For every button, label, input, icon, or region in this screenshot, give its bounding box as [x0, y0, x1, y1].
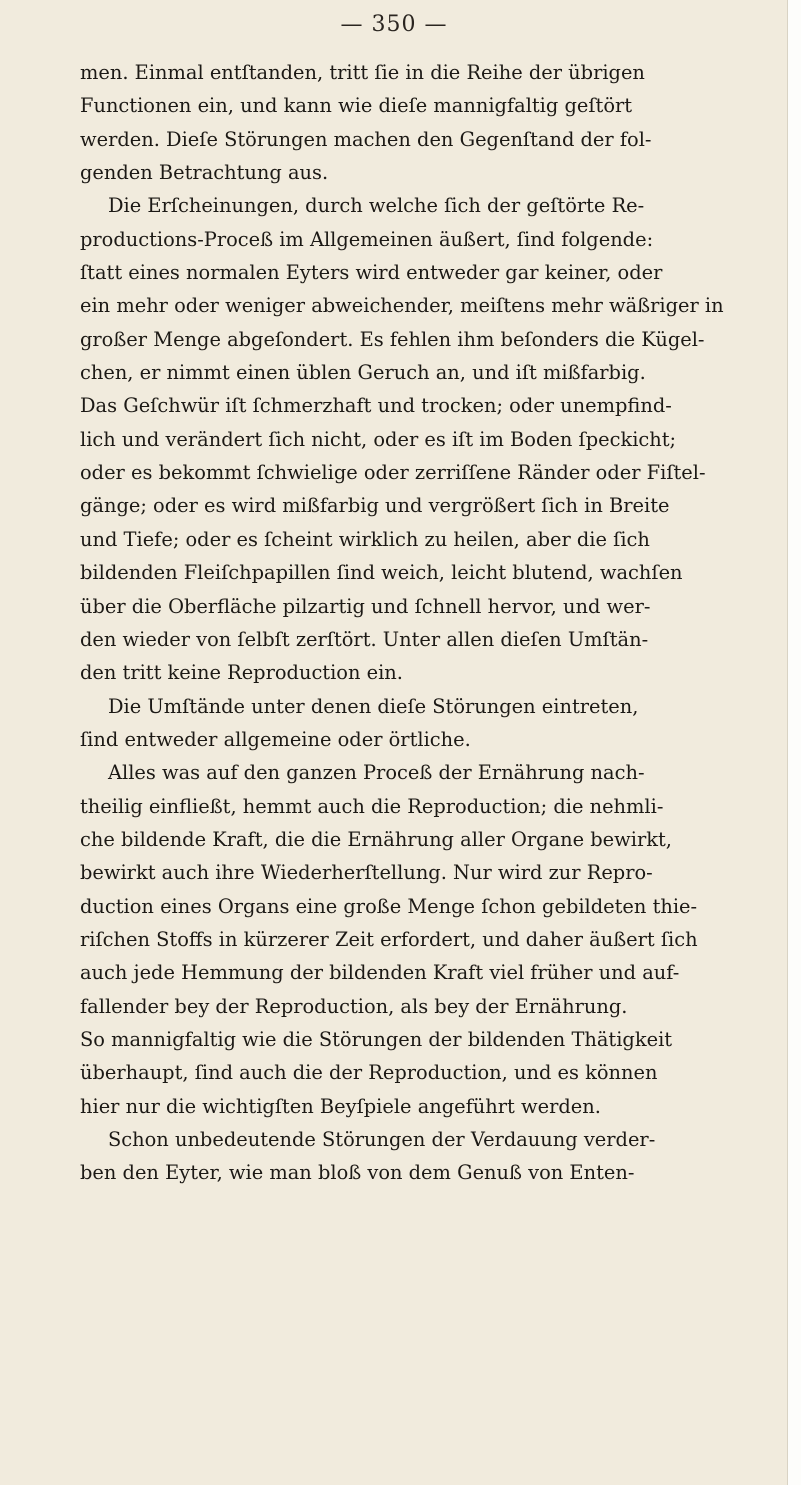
text-line: auch jede Hemmung der bildenden Kraft viel früher und auf- [80, 961, 680, 985]
text-line: Die Erſcheinungen, durch welche ſich der geſtörte Re- [108, 194, 645, 218]
text-line: Schon unbedeutende Störungen der Verdauung verder- [108, 1128, 656, 1151]
paragraph-1 [80, 56, 726, 189]
text-line: che bildende Kraft, die die Ernährung aller Organe bewirkt, [80, 827, 672, 851]
text-line: duction eines Organs eine große Menge ſchon gebildeten thie- [80, 894, 698, 918]
text-line: genden Betrachtung aus. [80, 161, 329, 185]
text-line: über die Oberfläche pilzartig und ſchnell hervor, und wer- [80, 594, 651, 618]
text-line: ben den Eyter, wie man bloß von dem Genuß von Enten- [80, 1161, 635, 1185]
page-edge [787, 0, 801, 1485]
text-line: chen, er nimmt einen üblen Geruch an, und iſt mißfarbig. [80, 361, 646, 385]
body-text [80, 56, 726, 1190]
text-line: ſtatt eines normalen Eyters wird entweder gar keiner, oder [80, 261, 663, 285]
text-line: den wieder von ſelbſt zerſtört. Unter allen dieſen Umſtän- [80, 627, 649, 651]
text-line: überhaupt, ſind auch die der Reproduction, und es können [80, 1061, 658, 1085]
text-line: fallender bey der Reproduction, als bey der Ernährung. [80, 994, 628, 1018]
text-line: ein mehr oder weniger abweichender, meiſtens mehr wäßriger in [80, 294, 724, 318]
text-line: lich und verändert ſich nicht, oder es iſt im Boden ſpeckicht; [80, 427, 677, 451]
text-line: großer Menge abgeſondert. Es fehlen ihm beſonders die Kügel- [80, 327, 705, 351]
text-line: den tritt keine Reproduction ein. [80, 661, 403, 685]
text-line: Functionen ein, und kann wie dieſe mannigfaltig geſtört [80, 94, 633, 118]
paragraph-2 [80, 189, 726, 689]
text-line: men. Einmal entſtanden, tritt ſie in die Reihe der übrigen [80, 61, 645, 84]
text-line: ſind entweder allgemeine oder örtliche. [80, 727, 471, 751]
text-line: Das Geſchwür iſt ſchmerzhaft und trocken; oder unempfind- [80, 394, 672, 418]
text-line: bildenden Fleiſchpapillen ſind weich, leicht blutend, wachſen [80, 561, 683, 585]
paragraph-4 [80, 756, 726, 1123]
text-line: und Tiefe; oder es ſcheint wirklich zu heilen, aber die ſich [80, 527, 650, 551]
text-line: oder es bekommt ſchwielige oder zerriſſene Ränder oder Fiſtel- [80, 461, 706, 485]
text-line: Alles was auf den ganzen Proceß der Ernährung nach- [108, 761, 645, 785]
text-line: Die Umſtände unter denen dieſe Störungen eintreten, [108, 694, 639, 718]
text-line: productions-Proceß im Allgemeinen äußert, ſind folgende: [80, 227, 654, 251]
page-number: — 350 — [340, 12, 448, 37]
paragraph-3 [80, 690, 726, 757]
text-line: werden. Dieſe Störungen machen den Gegenſtand der fol- [80, 127, 652, 151]
text-line: riſchen Stoffs in kürzerer Zeit erfordert, und daher äußert ſich [80, 927, 698, 951]
text-line: bewirkt auch ihre Wiederherſtellung. Nur wird zur Repro- [80, 861, 653, 885]
text-line: gänge; oder es wird mißfarbig und vergrößert ſich in Breite [80, 494, 670, 518]
text-line: theilig einfließt, hemmt auch die Reproduction; die nehmli- [80, 794, 664, 818]
text-line: hier nur die wichtigſten Beyſpiele angeführt werden. [80, 1094, 601, 1118]
paragraph-5 [80, 1123, 726, 1190]
text-line: So mannigfaltig wie die Störungen der bildenden Thätigkeit [80, 1027, 673, 1051]
